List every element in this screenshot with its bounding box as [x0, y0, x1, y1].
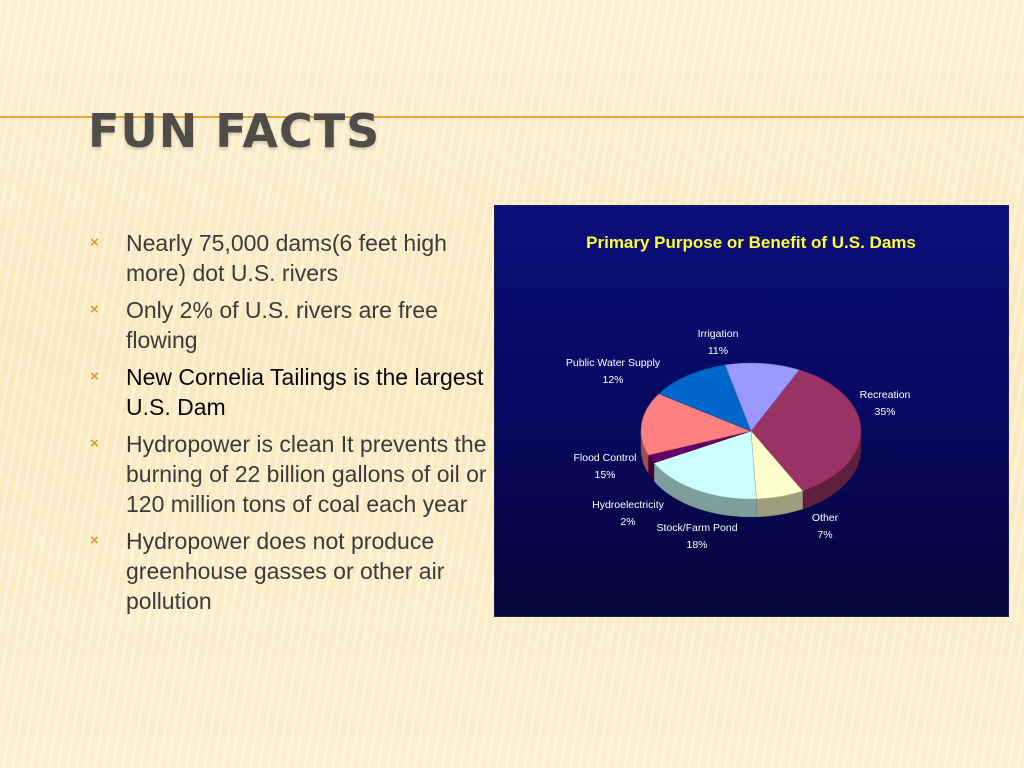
- chart-title: Primary Purpose or Benefit of U.S. Dams: [586, 233, 916, 252]
- slice-label-name: Public Water Supply: [565, 357, 661, 369]
- bullet-list: [90, 228, 492, 623]
- bullet-cross-icon: ×: [90, 435, 99, 452]
- bullet-item: [90, 526, 492, 616]
- bullet-item: [90, 295, 492, 355]
- bullet-item: [90, 362, 492, 422]
- bullet-text: Hydropower is clean It prevents the burning of 22 billion gallons of oil or 120 million tons of coal each year: [126, 431, 487, 517]
- bullet-text: Only 2% of U.S. rivers are free flowing: [126, 297, 438, 353]
- slice-label-name: Stock/Farm Pond: [656, 522, 738, 534]
- bullet-item: [90, 228, 492, 288]
- slice-label-name: Recreation: [859, 389, 911, 401]
- bullet-cross-icon: ×: [90, 368, 99, 385]
- bullet-text: New Cornelia Tailings is the largest U.S. Dam: [126, 364, 484, 420]
- slice-label-value: 15%: [594, 469, 616, 481]
- slide-title: FUN FACTS: [88, 104, 381, 158]
- slice-label-value: 2%: [620, 516, 636, 528]
- pie-chart: [495, 206, 1008, 616]
- slice-label-name: Other: [811, 512, 839, 524]
- slice-label-value: 12%: [602, 374, 624, 386]
- bullet-text: Hydropower does not produce greenhouse gasses or other air pollution: [126, 528, 445, 614]
- slice-label-value: 11%: [707, 345, 729, 357]
- bullet-item: [90, 429, 492, 519]
- bullet-text: Nearly 75,000 dams(6 feet high more) dot U.S. rivers: [126, 230, 447, 286]
- slice-label-name: Hydroelectricity: [592, 499, 664, 511]
- slice-label-name: Irrigation: [697, 328, 739, 340]
- slice-label-value: 35%: [874, 406, 896, 418]
- slice-label-name: Flood Control: [573, 452, 637, 464]
- slice-label-value: 18%: [686, 539, 708, 551]
- bullet-cross-icon: ×: [90, 234, 99, 251]
- bullet-cross-icon: ×: [90, 301, 99, 318]
- slice-label-value: 7%: [817, 529, 833, 541]
- chart-panel: [494, 205, 1009, 617]
- bullet-cross-icon: ×: [90, 532, 99, 549]
